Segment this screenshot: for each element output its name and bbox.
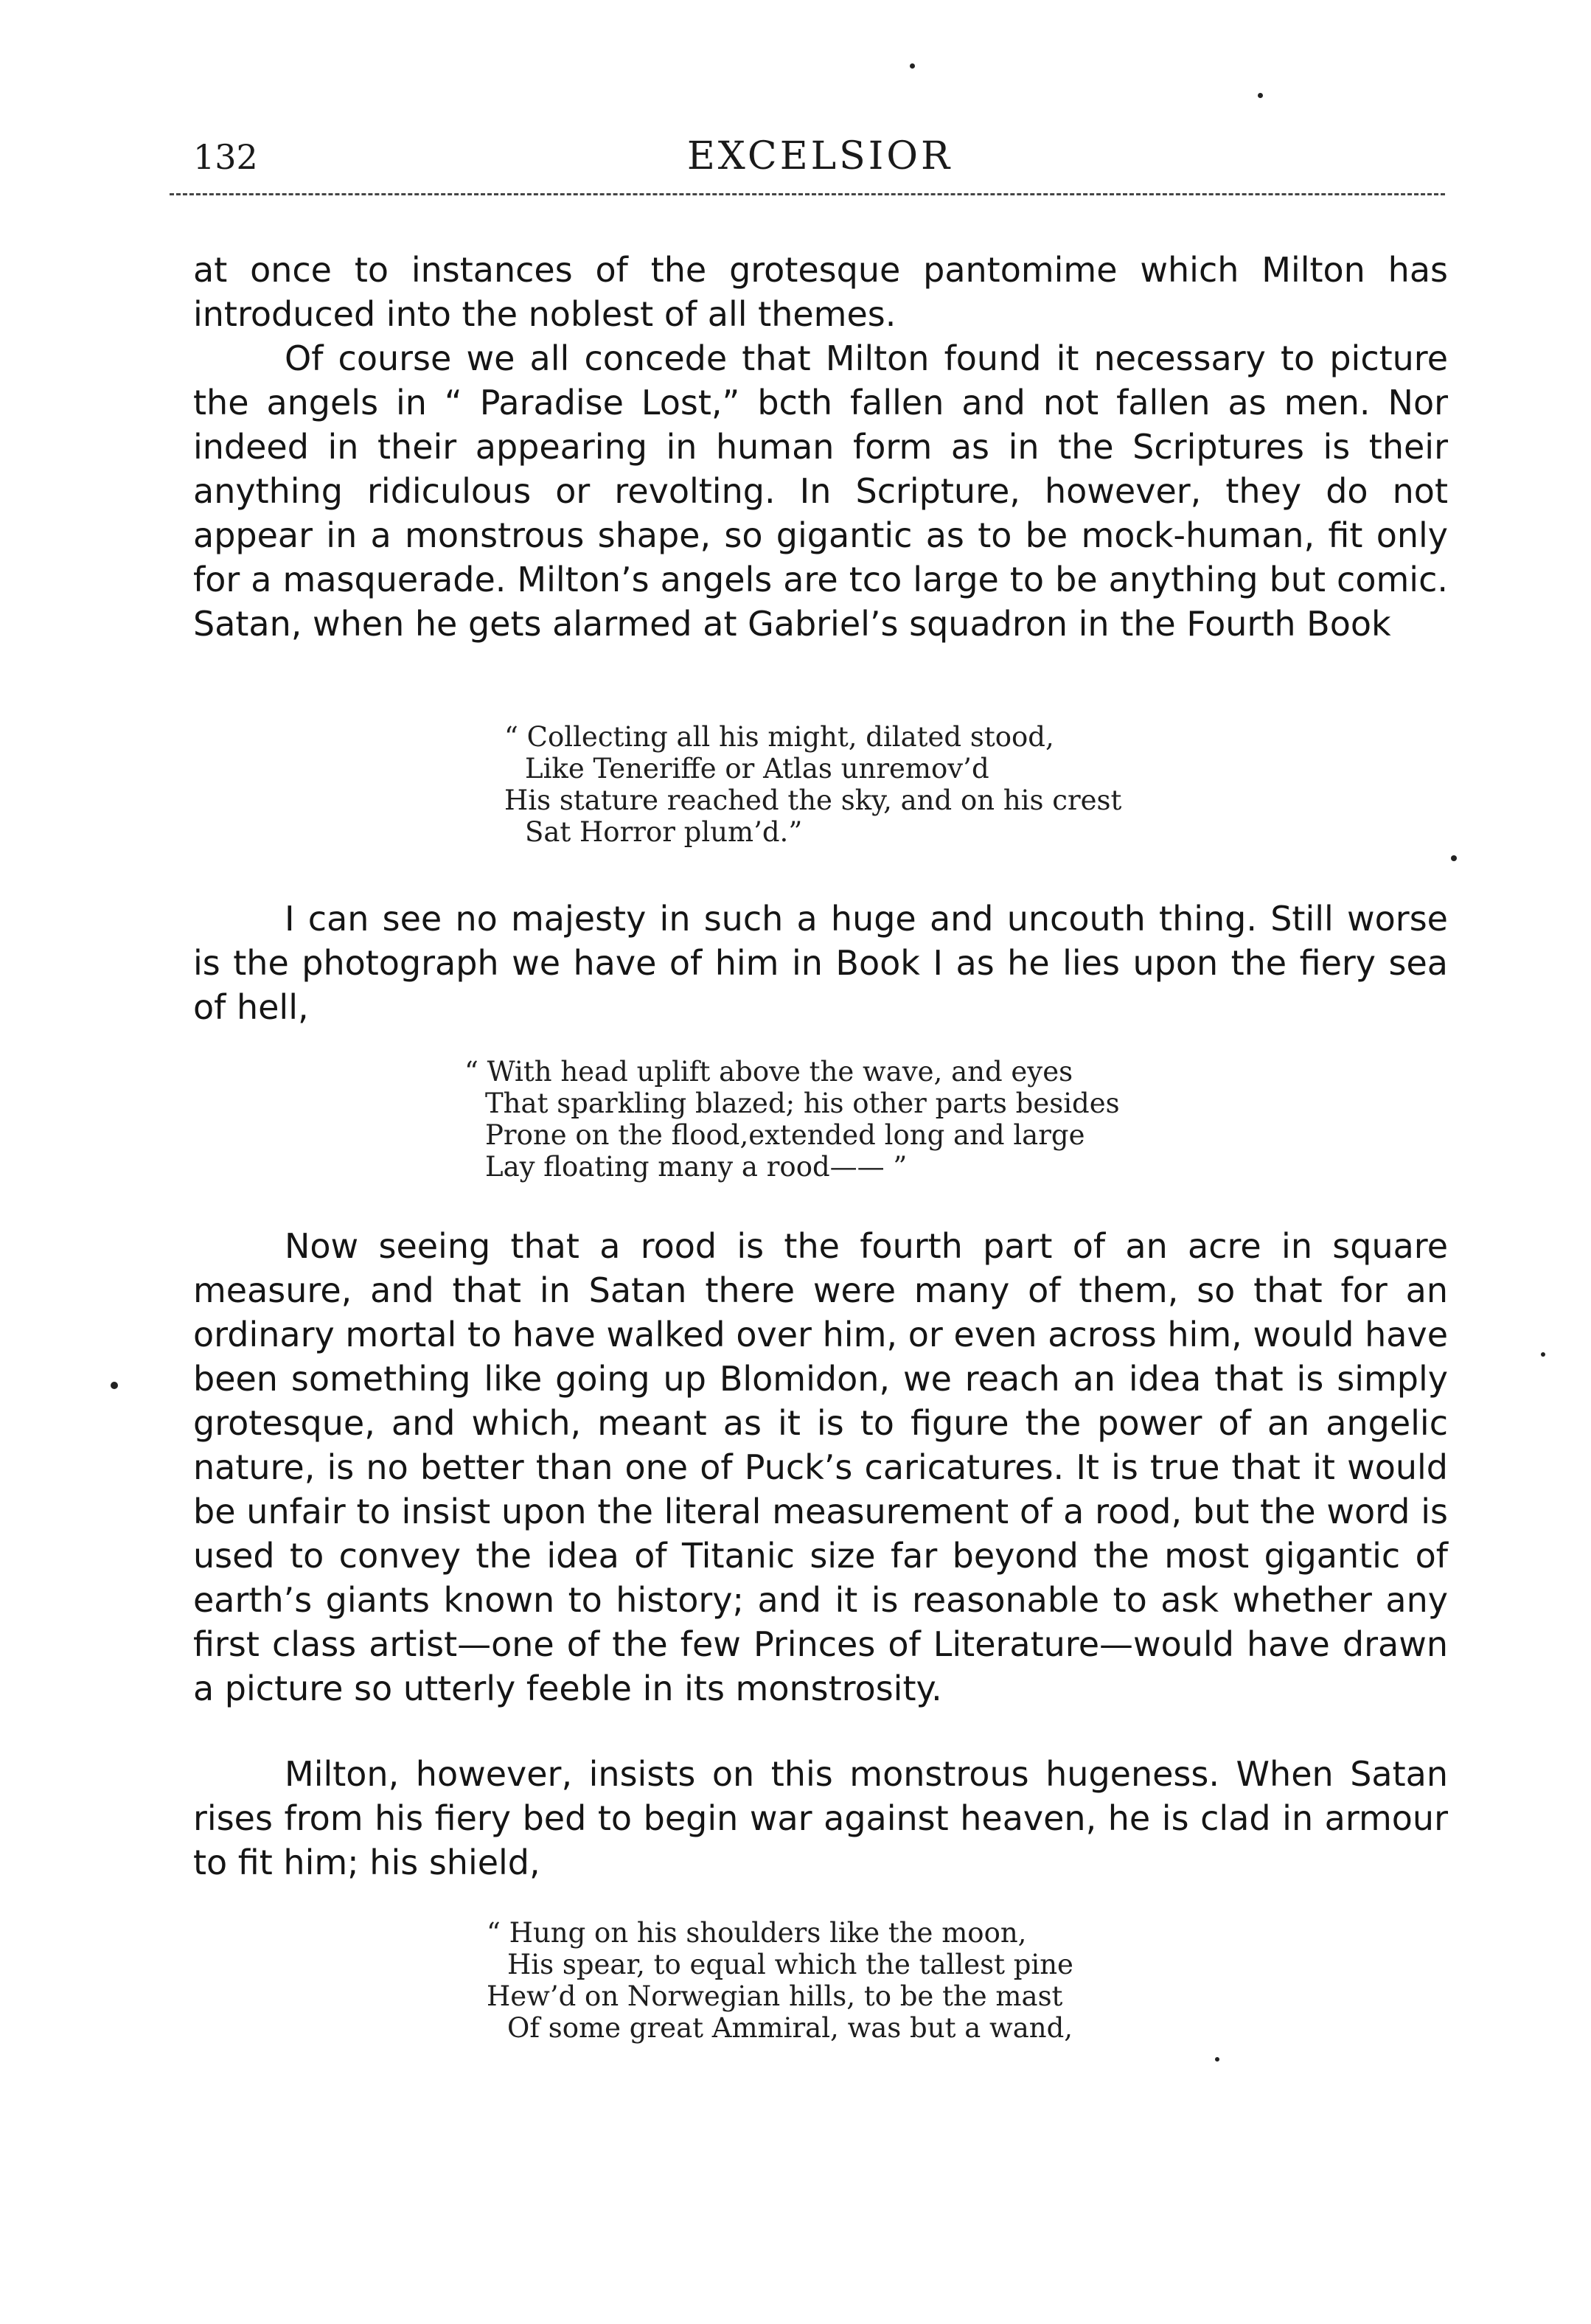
- paragraph-block: [193, 336, 1448, 646]
- verse-line: Hew’d on Norwegian hills, to be the mast: [487, 1980, 1063, 2012]
- verse-quote: [487, 1917, 1073, 2044]
- verse-line: Like Teneriffe or Atlas unremov’d: [525, 753, 989, 784]
- verse-line: Of some great Ammiral, was but a wand,: [507, 2012, 1073, 2044]
- verse-quote: [504, 721, 1121, 848]
- paragraph: I can see no majesty in such a huge and uncouth thing. Still worse is the photograph we have of him in Book I as he lies upon the fiery sea of hell,: [193, 899, 1448, 1027]
- paragraph: at once to instances of the grotesque pantomime which Milton has introduced into the noblest of all themes.: [193, 250, 1448, 334]
- verse-line: “ Hung on his shoulders like the moon,: [487, 1917, 1027, 1949]
- paragraph-block: [193, 1752, 1448, 1885]
- paragraph: Now seeing that a rood is the fourth part of an acre in square measure, and that in Satan there were many of them, so that for an ordinary mortal to have walked over him, or even across him, would have been something like going up Blomidon, we reach an idea that is simply grotesque, and which, meant as it is to figure the power of an angelic nature, is no better than one of Puck’s caricatures. It is true that it would be unfair to insist upon the literal measurement of a rood, but the word is used to convey the idea of Titanic size far beyond the most gigantic of earth’s giants known to history; and it is reasonable to ask whether any first class artist—one of the few Princes of Literature—would have drawn a picture so utterly feeble in its monstrosity.: [193, 1226, 1448, 1708]
- verse-line: That sparkling blazed; his other parts besides: [485, 1088, 1120, 1119]
- paragraph-block: [193, 248, 1448, 336]
- running-title: EXCELSIOR: [686, 134, 953, 178]
- paragraph: Milton, however, insists on this monstrous hugeness. When Satan rises from his fiery bed to begin war against heaven, he is clad in armour to fit him; his shield,: [193, 1754, 1448, 1882]
- verse-line: Prone on the flood,extended long and large: [485, 1119, 1085, 1151]
- verse-line: “ With head uplift above the wave, and eyes: [464, 1056, 1073, 1088]
- paragraph-block: [193, 897, 1448, 1029]
- scan-speck: [910, 63, 915, 69]
- header-rule: [170, 193, 1445, 195]
- verse-line: His stature reached the sky, and on his crest: [504, 784, 1122, 816]
- scan-speck: [1451, 855, 1457, 861]
- paragraph: Of course we all concede that Milton found it necessary to picture the angels in “ Paradise Lost,” bcth fallen and not fallen as men. Nor indeed in their appearing in human form as in the Scriptures is their anything ridiculous or revolting. In Scripture, however, they do not appear in a monstrous shape, so gigantic as to be mock-human, fit only for a masquerade. Milton’s angels are tco large to be anything but comic. Satan, when he gets alarmed at Gabriel’s squadron in the Fourth Book: [193, 338, 1448, 644]
- verse-line: Sat Horror plum’d.”: [525, 816, 803, 848]
- running-header: [193, 131, 1446, 190]
- scan-speck: [1258, 93, 1263, 98]
- paragraph-block: [193, 1224, 1448, 1711]
- verse-line: Lay floating many a rood—— ”: [485, 1151, 908, 1183]
- scan-speck: [111, 1382, 118, 1389]
- verse-line: His spear, to equal which the tallest pine: [507, 1949, 1073, 1980]
- verse-line: “ Collecting all his might, dilated stood,: [504, 721, 1054, 753]
- scan-speck: [1215, 2057, 1219, 2062]
- verse-quote: [464, 1056, 1120, 1183]
- scan-speck: [1541, 1352, 1545, 1357]
- page-number: 132: [193, 137, 258, 177]
